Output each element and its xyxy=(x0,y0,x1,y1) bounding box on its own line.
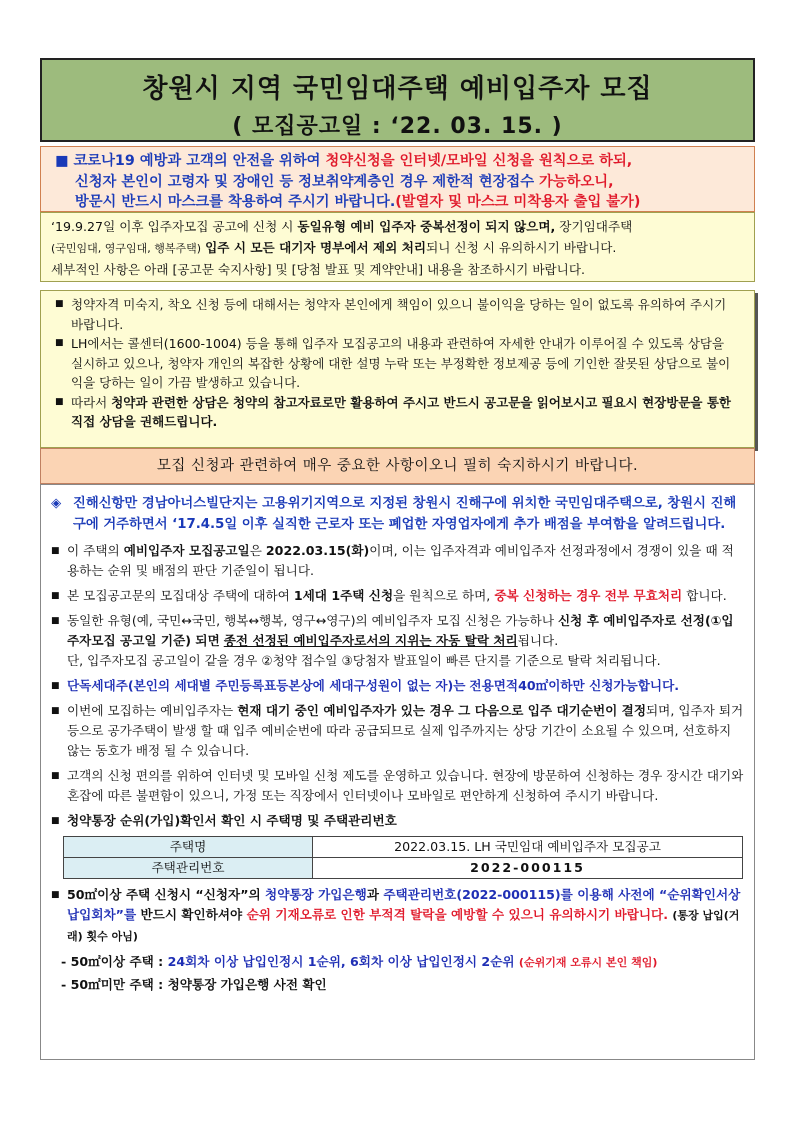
important-banner: 모집 신청과 관련하여 매우 중요한 사항이오니 필히 숙지하시기 바랍니다. xyxy=(40,448,755,484)
list-item: ■ 본 모집공고문의 모집대상 주택에 대하여 1세대 1주택 신청을 원칙으로 하며, 중복 신청하는 경우 전부 무효처리 합니다. xyxy=(51,586,744,606)
list-item: ■ 이 주택의 예비입주자 모집공고일은 2022.03.15(화)이며, 이는 입주자격과 예비입주자 선정과정에서 경쟁이 있을 때 적용하는 순위 및 배점의 판단 기준일이 됩니다. xyxy=(51,541,744,581)
caution-box xyxy=(40,290,755,448)
table-row: 주택관리번호 2022-000115 xyxy=(64,858,743,879)
list-item: ■ 50㎡이상 주택 신청시 “신청자”의 청약통장 가입은행과 주택관리번호(2022-000115)를 이용해 사전에 “순위확인서상 납입회차”를 반드시 확인하셔야 순위 기재오류로 인한 부적격 탈락을 예방할 수 있으니 유의하시기 바랍니다. (통장 납입(거래) 횟수 아님) xyxy=(51,885,744,947)
page-title: 창원시 지역 국민임대주택 예비입주자 모집 xyxy=(142,74,653,104)
list-item: ■ 청약통장 순위(가입)확인서 확인 시 주택명 및 주택관리번호 xyxy=(51,811,744,831)
announcement-date: ( 모집공고일 : ‘22. 03. 15. ) xyxy=(232,114,563,139)
list-item: ■ 따라서 청약과 관련한 상담은 청약의 참고자료로만 활용하여 주시고 반드시 공고문을 읽어보시고 필요시 현장방문을 통한 직접 상담을 권해드립니다. xyxy=(55,393,740,432)
duplicate-selection-info: ‘19.9.27일 이후 입주자모집 공고에 신청 시 동일유형 예비 입주자 중복선정이 되지 않으며, 장기임대주택 (국민임대, 영구임대, 행복주택) 입주 시 모든 대기자 명부에서 제외 처리되니 신청 시 유의하시기 바랍니다. 세부적인 사항은 아래 [공고문 숙지사항] 및 [당첨 발표 및 계약안내] 내용을 참조하시기 바랍니다. xyxy=(40,212,755,282)
housing-table xyxy=(63,836,743,879)
list-item: ■ 청약자격 미숙지, 착오 신청 등에 대해서는 청약자 본인에게 책임이 있으니 불이익을 당하는 일이 없도록 유의하여 주시기 바랍니다. xyxy=(55,295,740,334)
main-content xyxy=(40,484,755,1060)
sub-item: - 50㎡미만 주택 : 청약통장 가입은행 사전 확인 xyxy=(61,977,327,992)
sub-item: - 50㎡이상 주택 : 24회차 이상 납입인정시 1순위, 6회차 이상 납입인정시 2순위 (순위기재 오류시 본인 책임) xyxy=(61,954,658,969)
list-item: ■ 단독세대주(본인의 세대별 주민등록표등본상에 세대구성원이 없는 자)는 전용면적40㎡이하만 신청가능합니다. xyxy=(51,676,744,696)
covid-notice: ■ 코로나19 예방과 고객의 안전을 위하여 청약신청을 인터넷/모바일 신청을 원칙으로 하되, 신청자 본인이 고령자 및 장애인 등 정보취약계층인 경우 제한적 현장접수 가능하오니, 방문시 반드시 마스크를 착용하여 주시기 바랍니다.(발열자 및 마스크 미착용자 출입 불가) xyxy=(40,146,755,212)
list-item: ■ LH에서는 콜센터(1600-1004) 등을 통해 입주자 모집공고의 내용과 관련하여 자세한 안내가 이루어질 수 있도록 상담을 실시하고 있으나, 청약자 개인의 복잡한 상황에 대한 설명 누락 또는 부정확한 정보제공 등에 기인한 잘못된 상담으로 불이익을 당하는 일이 가끔 발생하고 있습니다. xyxy=(55,334,740,393)
list-item: ■ 이번에 모집하는 예비입주자는 현재 대기 중인 예비입주자가 있는 경우 그 다음으로 입주 대기순번이 결정되며, 입주자 퇴거 등으로 공가주택이 발생 할 때 입주 예비순번에 따라 공급되므로 실제 입주까지는 상당 기간이 소요될 수 있으며, 선호하지 않는 동호가 배정 될 수 있습니다. xyxy=(51,701,744,761)
diamond-icon: ◈ xyxy=(51,496,62,511)
intro-paragraph: ◈ 진해신항만 경남아너스빌단지는 고용위기지역으로 지정된 창원시 진해구에 위치한 국민임대주택으로, 창원시 진해구에 거주하면서 ‘17.4.5일 이후 실직한 근로자 또는 폐업한 자영업자에게 추가 배점을 부여함을 알려드립니다. xyxy=(51,493,744,535)
table-row: 주택명 2022.03.15. LH 국민임대 예비입주자 모집공고 xyxy=(64,837,743,858)
list-item: ■ 동일한 유형(예, 국민↔국민, 행복↔행복, 영구↔영구)의 예비입주자 모집 신청은 가능하나 신청 후 예비입주자로 선정(①입주자모집 공고일 기준) 되면 종전 선정된 예비입주자로서의 지위는 자동 탈락 처리됩니다. 단, 입주자모집 공고일이 같을 경우 ②청약 접수일 ③당첨자 발표일이 빠른 단지를 기준으로 탈락 처리됩니다. xyxy=(51,611,744,671)
square-bullet-icon: ■ xyxy=(55,153,69,169)
list-item: ■ 고객의 신청 편의를 위하여 인터넷 및 모바일 신청 제도를 운영하고 있습니다. 현장에 방문하여 신청하는 경우 장시간 대기와 혼잡에 따른 불편함이 있으니, 가정 또는 직장에서 인터넷이나 모바일로 편안하게 신청하여 주시기 바랍니다. xyxy=(51,766,744,806)
title-box xyxy=(40,58,755,142)
